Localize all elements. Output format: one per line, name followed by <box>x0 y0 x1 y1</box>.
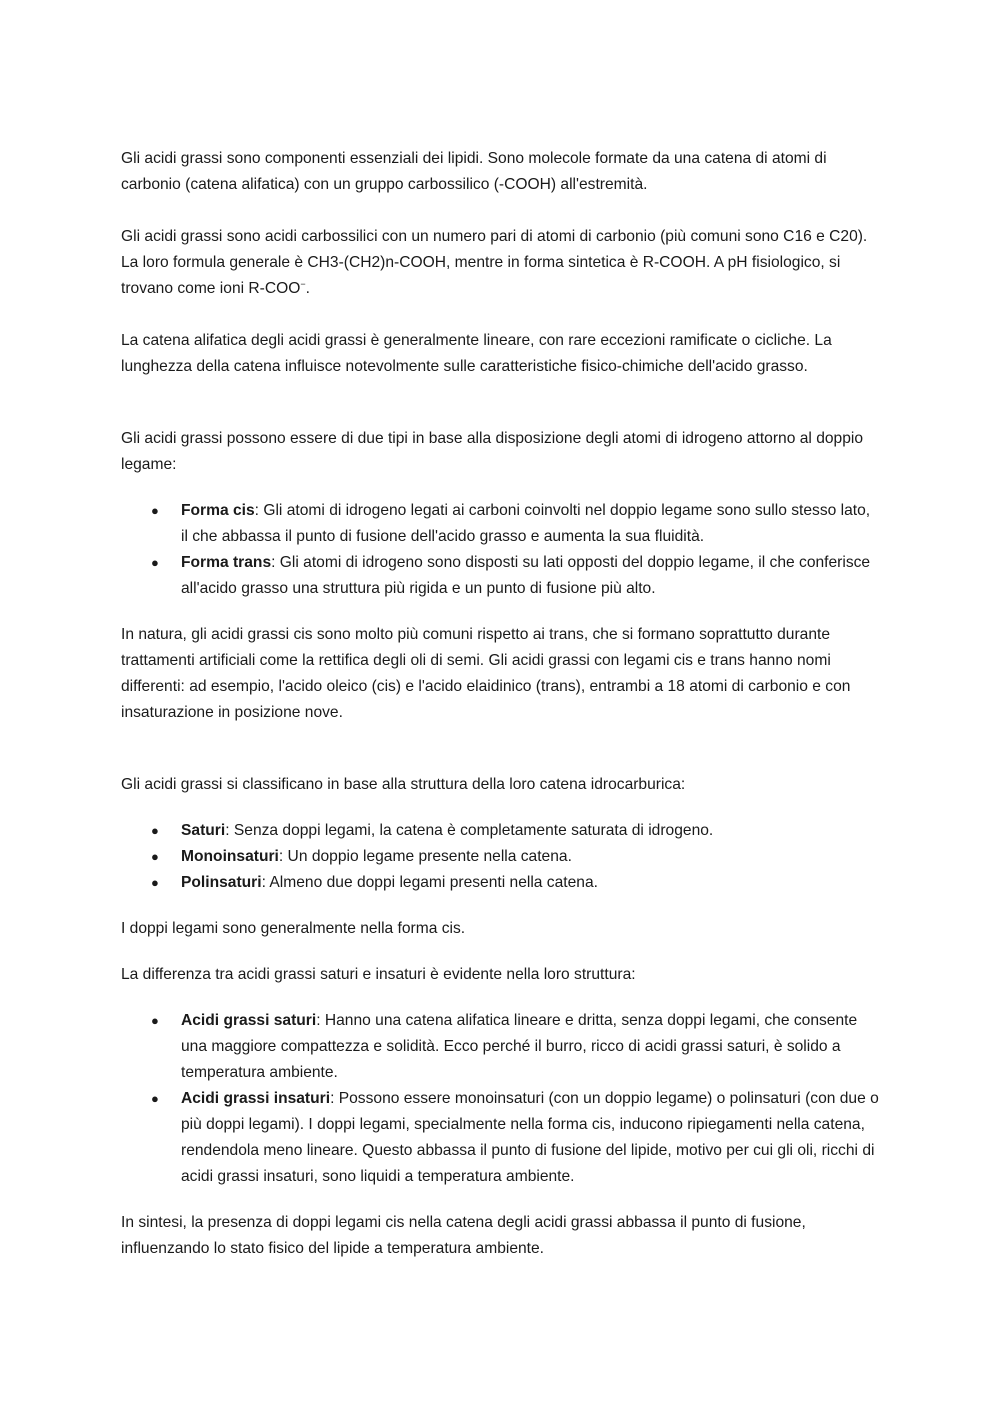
paragraph-cis-note: I doppi legami sono generalmente nella forma cis. <box>121 920 466 937</box>
paragraph-intro: Gli acidi grassi sono componenti essenziali dei lipidi. Sono molecole formate da una catena di atomi di carbonio (catena alifatica) con un gruppo carbossilico (-COOH) all'estremità. <box>121 150 827 193</box>
list-item-text: : Gli atomi di idrogeno legati ai carboni coinvolti nel doppio legame sono sullo stesso lato, il che abbassa il punto di fusione dell'acido grasso e aumenta la sua fluidità. <box>181 502 871 545</box>
list-item-text: : Almeno due doppi legami presenti nella catena. <box>261 874 598 891</box>
bullet-icon: ● <box>151 1013 159 1028</box>
formula-text: Gli acidi grassi sono acidi carbossilici con un numero pari di atomi di carbonio (più comuni sono C16 e C20). La loro formula generale è CH3-(CH2)n-COOH, mentre in forma sintetica è R-COOH. A pH fisiologico, si trovano come ioni R-COO <box>121 228 868 297</box>
bullet-icon: ● <box>151 555 159 570</box>
list-item-term: Forma cis <box>181 502 255 519</box>
list-item-term: Polinsaturi <box>181 874 262 891</box>
bullet-icon: ● <box>151 849 159 864</box>
list-item-text: : Un doppio legame presente nella catena. <box>278 848 572 865</box>
bullet-icon: ● <box>151 823 159 838</box>
list-item-text: : Gli atomi di idrogeno sono disposti su lati opposti del doppio legame, il che conferisce all'acido grasso una struttura più rigida e un punto di fusione più alto. <box>181 554 871 597</box>
list-compare <box>121 1008 881 1190</box>
list-item-text: : Hanno una catena alifatica lineare e dritta, senza doppi legami, che consente una maggiore compattezza e solidità. Ecco perché il burro, ricco di acidi grassi saturi, è solido a temperatura ambiente. <box>181 1012 858 1081</box>
paragraph-difference: La differenza tra acidi grassi saturi e insaturi è evidente nella loro struttura: <box>121 966 636 983</box>
bullet-icon: ● <box>151 875 159 890</box>
list-item <box>121 818 881 844</box>
list-types <box>121 818 881 896</box>
list-item-term: Acidi grassi insaturi <box>181 1090 331 1107</box>
paragraph-formula <box>121 224 881 302</box>
list-item <box>121 1008 881 1086</box>
list-item-text: : Senza doppi legami, la catena è completamente saturata di idrogeno. <box>225 822 714 839</box>
list-item-term: Forma trans <box>181 554 272 571</box>
list-item-text: : Possono essere monoinsaturi (con un doppio legame) o polinsaturi (con due o più doppi legami). I doppi legami, specialmente nella forma cis, inducono ripiegamenti nella catena, rendendola meno lineare. Questo abbassa il punto di fusione del lipide, motivo per cui gli oli, ricchi di acidi grassi insaturi, sono liquidi a temperatura ambiente. <box>181 1090 879 1185</box>
bullet-icon: ● <box>151 1091 159 1106</box>
list-item <box>121 870 881 896</box>
paragraph-forms-intro: Gli acidi grassi possono essere di due tipi in base alla disposizione degli atomi di idrogeno attorno al doppio legame: <box>121 430 864 473</box>
paragraph-chain: La catena alifatica degli acidi grassi è generalmente lineare, con rare eccezioni ramificate o cicliche. La lunghezza della catena influisce notevolmente sulle caratteristiche fisico-chimiche dell'acido grasso. <box>121 332 832 375</box>
list-item <box>121 844 881 870</box>
document-body <box>121 146 881 1262</box>
charge-superscript: − <box>300 278 306 289</box>
bullet-icon: ● <box>151 503 159 518</box>
list-item <box>121 1086 881 1190</box>
list-item <box>121 550 881 602</box>
list-item-term: Saturi <box>181 822 226 839</box>
formula-period: . <box>305 280 310 297</box>
paragraph-classification: Gli acidi grassi si classificano in base alla struttura della loro catena idrocarburica: <box>121 776 686 793</box>
list-item-term: Acidi grassi saturi <box>181 1012 317 1029</box>
list-item-term: Monoinsaturi <box>181 848 279 865</box>
list-item <box>121 498 881 550</box>
paragraph-summary: In sintesi, la presenza di doppi legami cis nella catena degli acidi grassi abbassa il punto di fusione, influenzando lo stato fisico del lipide a temperatura ambiente. <box>121 1214 806 1257</box>
list-forms <box>121 498 881 602</box>
paragraph-nature: In natura, gli acidi grassi cis sono molto più comuni rispetto ai trans, che si formano soprattutto durante trattamenti artificiali come la rettifica degli oli di semi. Gli acidi grassi con legami cis e trans hanno nomi differenti: ad esempio, l'acido oleico (cis) e l'acido elaidinico (trans), entrambi a 18 atomi di carbonio e con insaturazione in posizione nove. <box>121 626 851 721</box>
